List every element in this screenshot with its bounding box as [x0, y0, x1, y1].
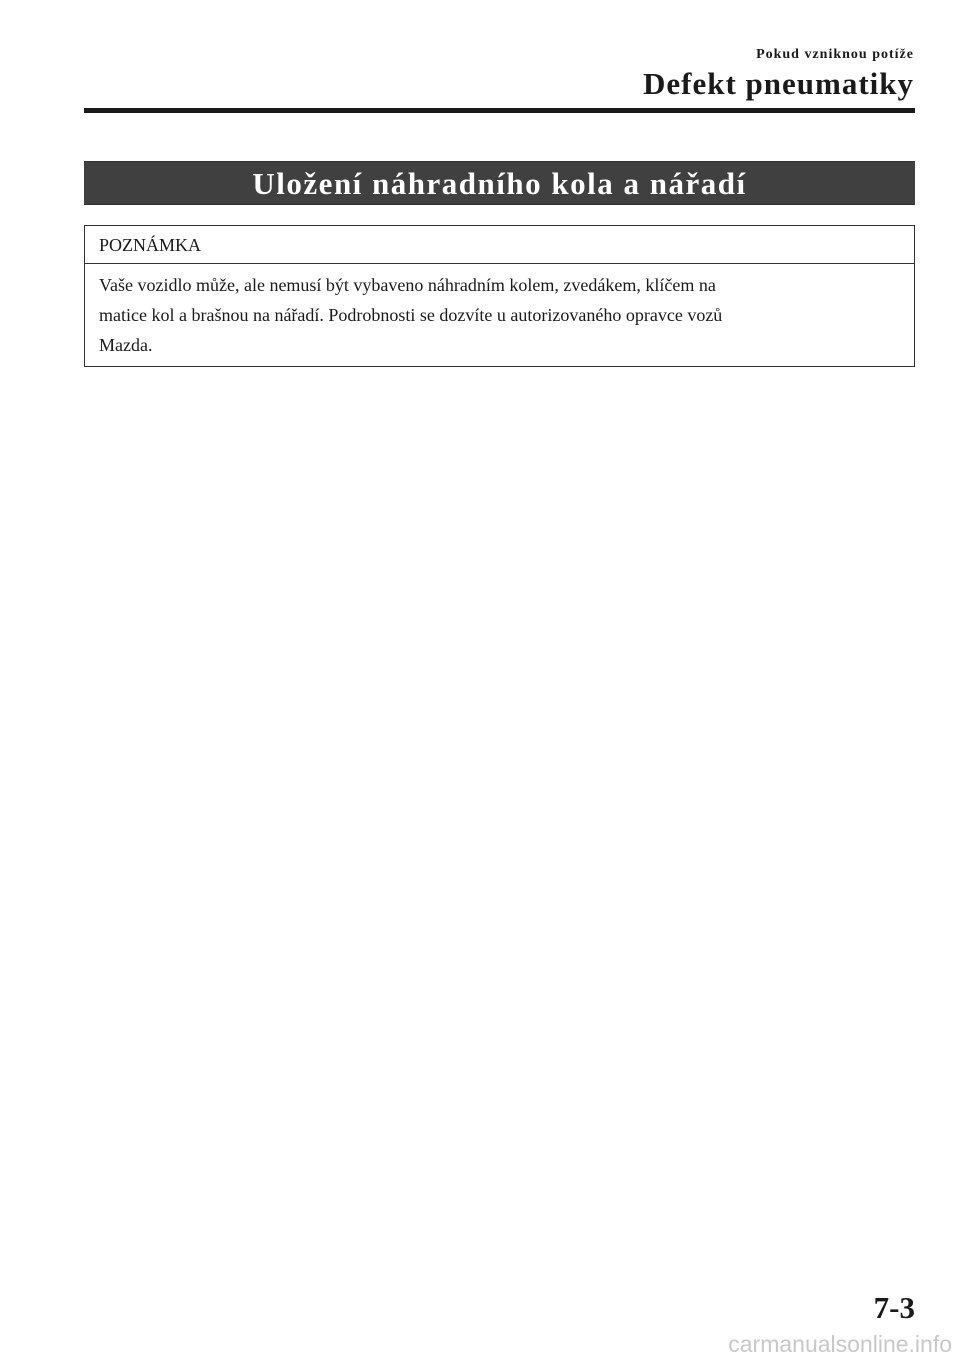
note-title: POZNÁMKA: [85, 226, 914, 264]
note-line: matice kol a brašnou na nářadí. Podrobnosti se dozvíte u autorizovaného opravce vozů: [99, 305, 723, 325]
chapter-label: Pokud vzniknou potíže: [756, 47, 914, 62]
header-divider: [84, 108, 915, 113]
note-line: Vaše vozidlo může, ale nemusí být vybaveno náhradním kolem, zvedákem, klíčem na: [99, 275, 716, 295]
watermark: carmanualsonline.info: [728, 1331, 952, 1357]
running-header: [643, 46, 914, 102]
note-line: Mazda.: [99, 335, 153, 355]
note-box: [84, 225, 915, 367]
page-number: 7-3: [873, 1290, 915, 1325]
section-title: Defekt pneumatiky: [642, 66, 914, 101]
section-banner: Uložení náhradního kola a nářadí: [84, 161, 915, 205]
note-body: [85, 264, 914, 366]
